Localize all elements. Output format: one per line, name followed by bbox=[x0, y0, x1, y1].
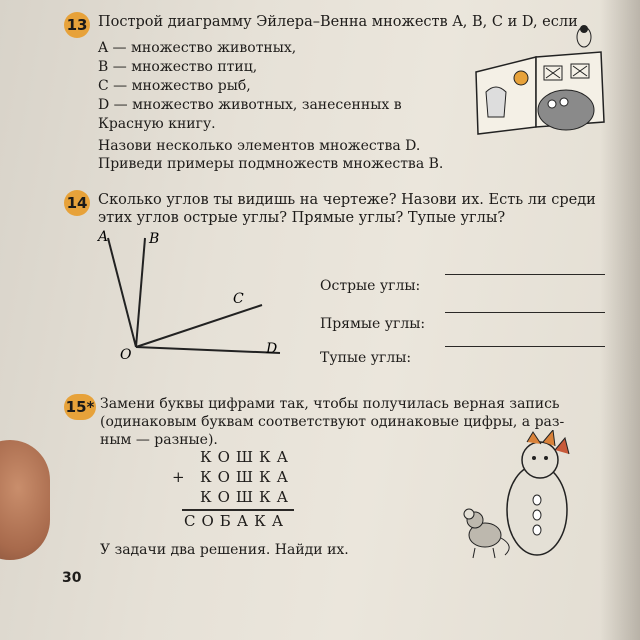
task-15-line-3: ным — разные). bbox=[100, 432, 218, 448]
task-15-badge: 15* bbox=[64, 394, 96, 420]
cat-mouse-illustration bbox=[445, 430, 595, 565]
point-b-label: B bbox=[149, 231, 160, 247]
point-d-label: D bbox=[266, 341, 278, 357]
task-13-item-a: A — множество животных, bbox=[98, 40, 297, 56]
obtuse-angles-answer-line bbox=[445, 346, 605, 347]
puzzle-sum-line bbox=[182, 509, 294, 511]
task-13-question-2: Приведи примеры подмножеств множества B. bbox=[98, 156, 444, 172]
acute-angles-answer-line bbox=[445, 274, 605, 275]
task-13-item-d-cont: Красную книгу. bbox=[98, 116, 216, 132]
puzzle-row-2: КОШКА bbox=[200, 468, 294, 486]
angles-diagram bbox=[90, 225, 290, 365]
obtuse-angles-label: Тупые углы: bbox=[320, 350, 412, 366]
point-o-label: O bbox=[120, 347, 132, 363]
puzzle-plus: + bbox=[172, 468, 185, 486]
right-angles-label: Прямые углы: bbox=[320, 316, 426, 332]
puzzle-result: СОБАКА bbox=[184, 512, 290, 530]
task-15-footer: У задачи два решения. Найди их. bbox=[100, 542, 349, 558]
puzzle-row-1: КОШКА bbox=[200, 448, 294, 466]
task-13-item-c: C — множество рыб, bbox=[98, 78, 251, 94]
puzzle-row-3: КОШКА bbox=[200, 488, 294, 506]
acute-angles-label: Острые углы: bbox=[320, 278, 421, 294]
task-14-badge: 14 bbox=[64, 190, 90, 216]
task-14-line-1: Сколько углов ты видишь на чертеже? Назови их. Есть ли среди bbox=[98, 192, 596, 208]
book-animals-illustration bbox=[466, 22, 616, 142]
task-13-item-d: D — множество животных, занесенных в bbox=[98, 97, 402, 113]
task-15-line-2: (одинаковым буквам соответствуют одинаковые цифры, а раз- bbox=[100, 414, 565, 430]
page-number: 30 bbox=[62, 570, 82, 586]
task-15-line-1: Замени буквы цифрами так, чтобы получилась верная запись bbox=[100, 396, 560, 412]
task-13-question-1: Назови несколько элементов множества D. bbox=[98, 138, 421, 154]
task-13-badge: 13 bbox=[64, 12, 90, 38]
right-angles-answer-line bbox=[445, 312, 605, 313]
thumb bbox=[0, 440, 50, 560]
task-13-item-b: B — множество птиц, bbox=[98, 59, 258, 75]
point-a-label: A bbox=[98, 229, 109, 245]
point-c-label: C bbox=[233, 291, 244, 307]
task-14-line-2: этих углов острые углы? Прямые углы? Тупые углы? bbox=[98, 210, 506, 226]
task-13-intro: Построй диаграмму Эйлера–Венна множеств A, B, C и D, если bbox=[98, 14, 578, 30]
